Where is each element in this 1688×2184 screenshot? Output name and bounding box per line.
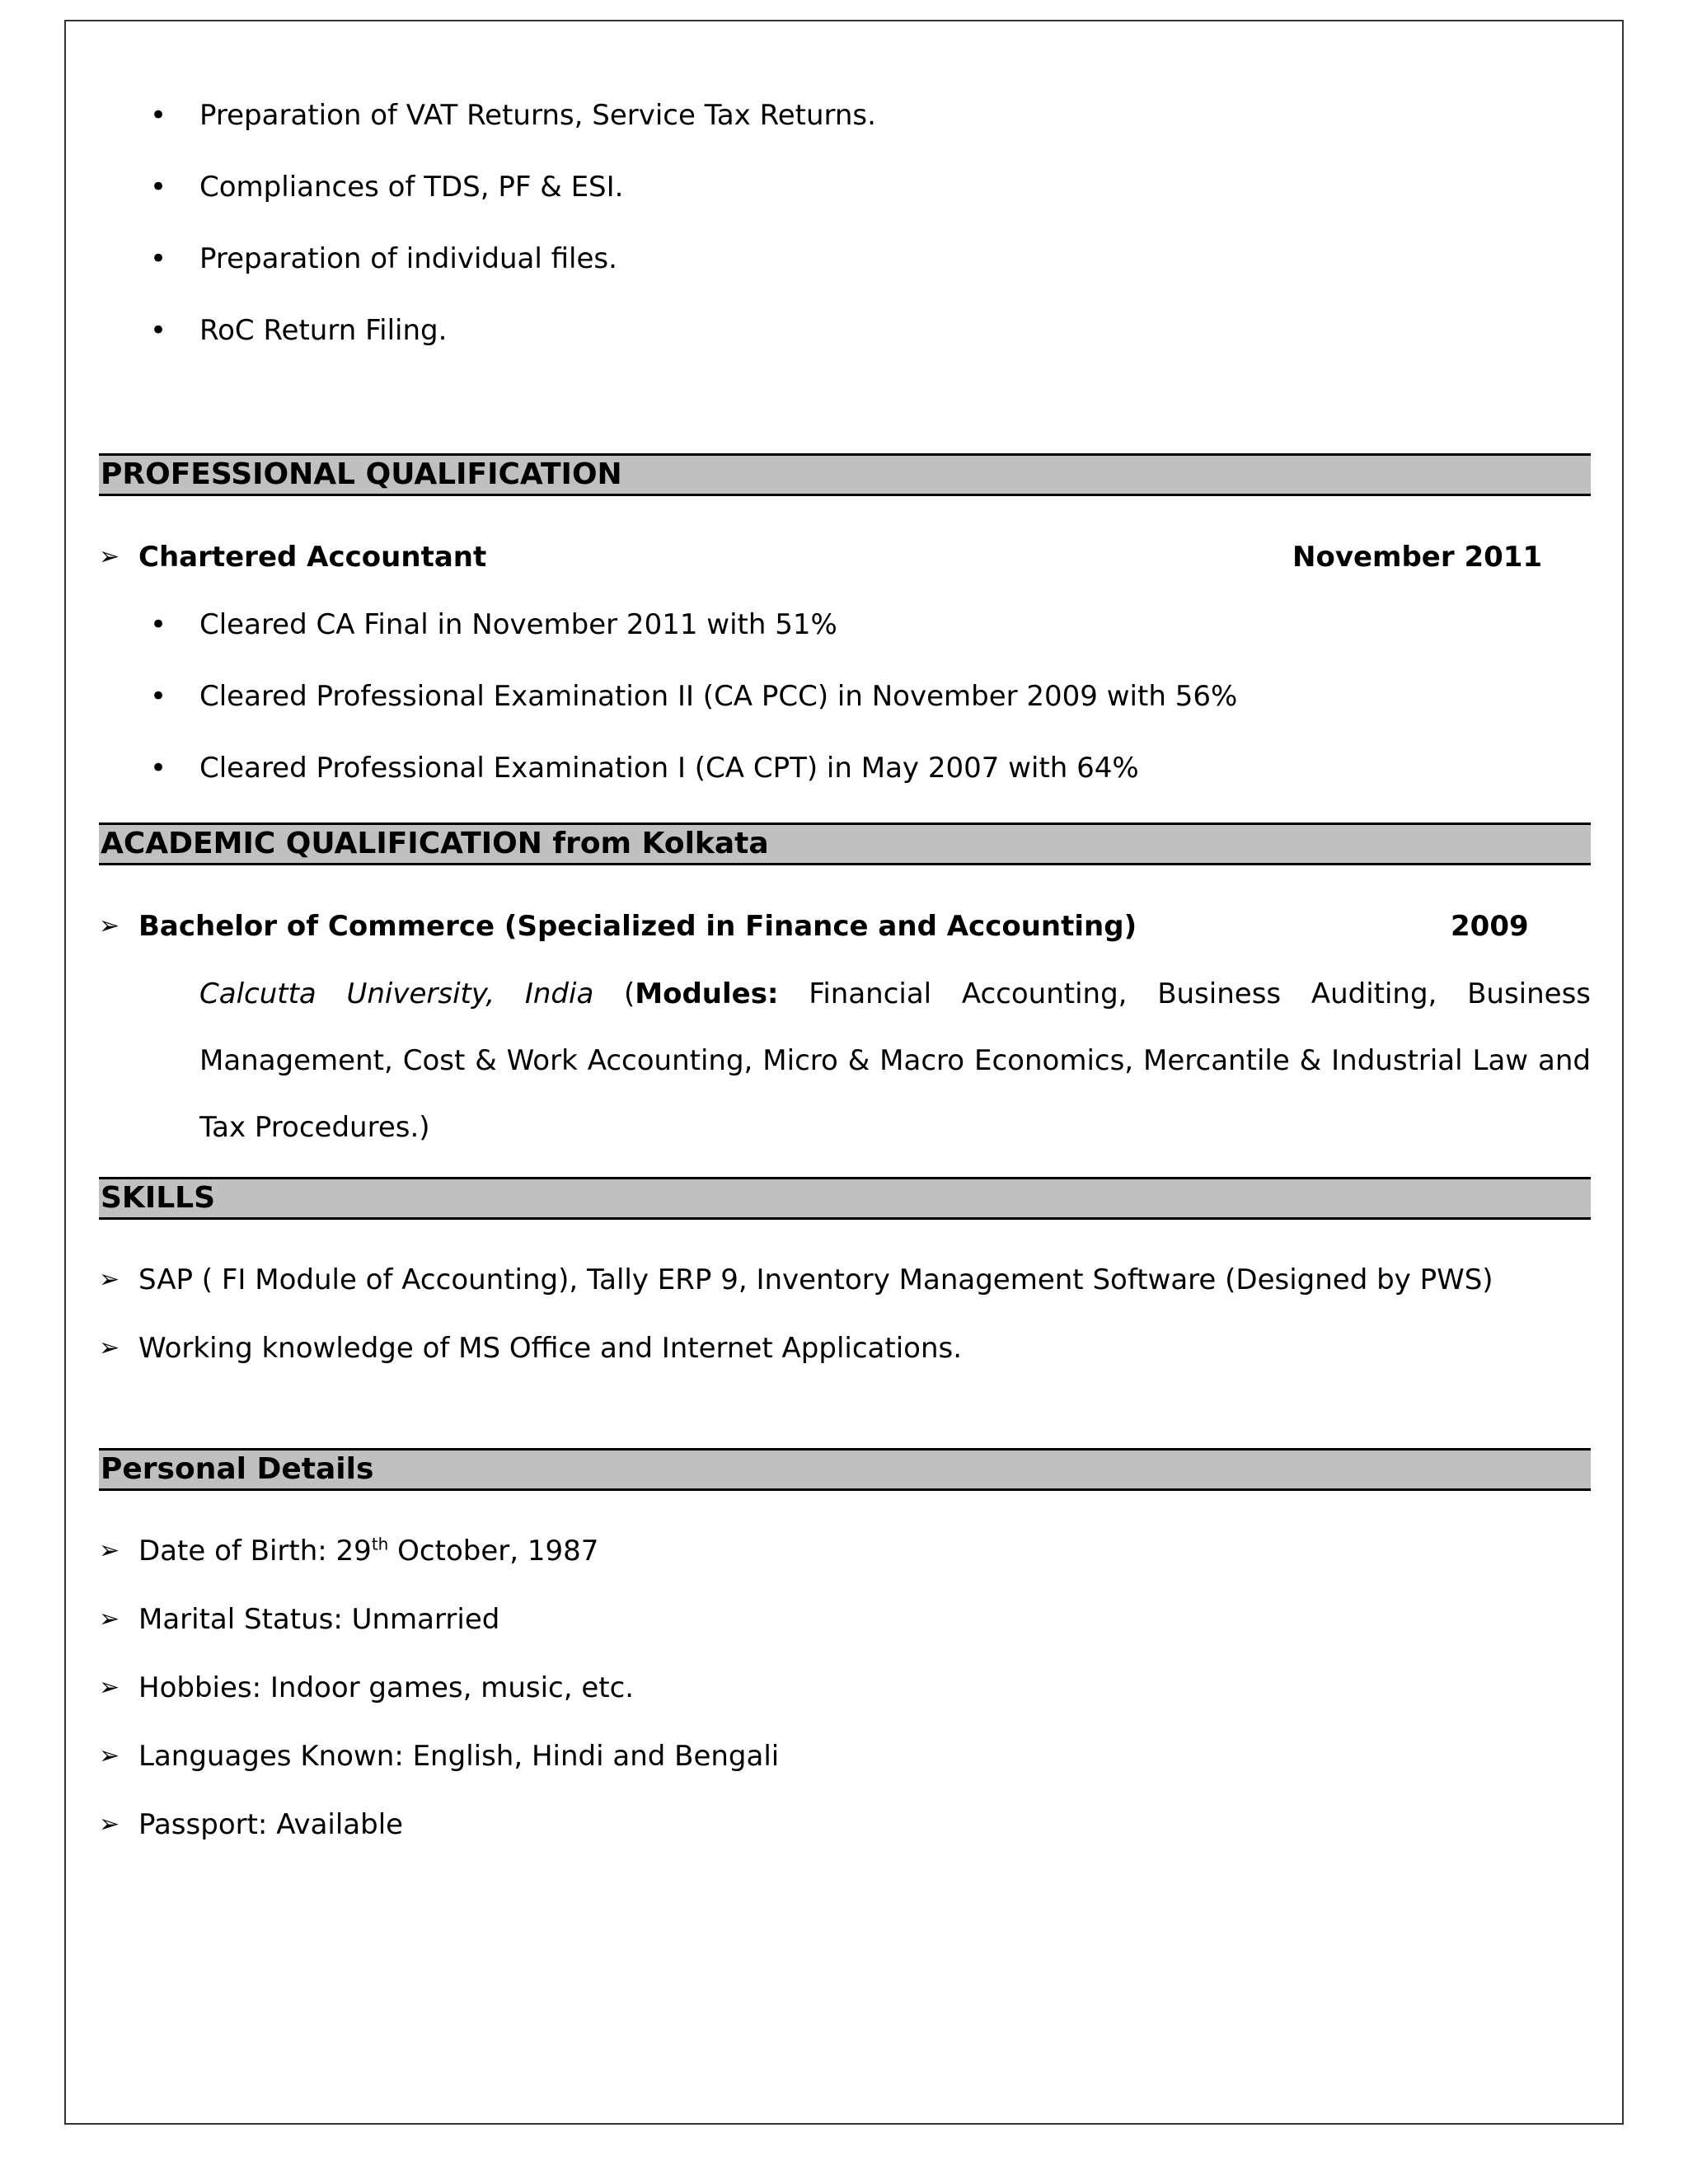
degree-description xyxy=(199,961,1591,1161)
list-item-text: Cleared Professional Examination II (CA PCC) in November 2009 with 56% xyxy=(199,680,1238,713)
list-item-text: Cleared CA Final in November 2011 with 51% xyxy=(199,608,837,641)
list-item-text: Preparation of VAT Returns, Service Tax Returns. xyxy=(199,99,876,132)
dob-sup: th xyxy=(371,1534,389,1554)
bullet-icon: • xyxy=(150,608,167,641)
arrow-bullet-icon: ➢ xyxy=(99,1605,120,1633)
section-header-personal: Personal Details xyxy=(99,1448,1591,1491)
dob-suffix: October, 1987 xyxy=(388,1535,599,1568)
list-item-text: RoC Return Filing. xyxy=(199,314,448,347)
qualification-title: Chartered Accountant xyxy=(138,541,487,574)
list-item-text: Hobbies: Indoor games, music, etc. xyxy=(138,1671,635,1704)
degree-title: Bachelor of Commerce (Specialized in Finance and Accounting) xyxy=(138,910,1137,943)
arrow-bullet-icon: ➢ xyxy=(99,1741,120,1770)
arrow-bullet-icon: ➢ xyxy=(99,1265,120,1294)
arrow-bullet-icon: ➢ xyxy=(99,912,120,940)
section-header-professional: PROFESSIONAL QUALIFICATION xyxy=(99,453,1591,496)
arrow-bullet-icon: ➢ xyxy=(99,1333,120,1362)
dob-prefix: Date of Birth: 29 xyxy=(138,1535,372,1568)
bullet-icon: • xyxy=(150,242,167,275)
arrow-bullet-icon: ➢ xyxy=(99,1673,120,1702)
section-header-academic: ACADEMIC QUALIFICATION from Kolkata xyxy=(99,823,1591,865)
modules-text: Financial Accounting, Business Auditing, Business Management, Cost & Work Accounting, Micro & Macro Economics, Mercantile & Industrial Law and Tax Procedures.) xyxy=(199,977,1591,1144)
list-item-text: Preparation of individual files. xyxy=(199,242,617,275)
bullet-icon: • xyxy=(150,171,167,204)
arrow-bullet-icon: ➢ xyxy=(99,542,120,571)
modules-label: Modules: xyxy=(635,977,779,1010)
bullet-icon: • xyxy=(150,99,167,132)
bullet-icon: • xyxy=(150,752,167,785)
list-item-text: Marital Status: Unmarried xyxy=(138,1603,500,1636)
list-item-text: Compliances of TDS, PF & ESI. xyxy=(199,171,624,204)
qualification-date: November 2011 xyxy=(1292,541,1543,574)
bullet-icon: • xyxy=(150,314,167,347)
list-item-text: Passport: Available xyxy=(138,1808,404,1841)
list-item-text: Cleared Professional Examination I (CA CPT) in May 2007 with 64% xyxy=(199,752,1139,785)
list-item-text: Languages Known: English, Hindi and Bengali xyxy=(138,1740,780,1773)
bullet-icon: • xyxy=(150,680,167,713)
list-item-text: SAP ( FI Module of Accounting), Tally ERP 9, Inventory Management Software (Designed by PWS) xyxy=(138,1263,1493,1296)
date-of-birth xyxy=(138,1535,598,1568)
arrow-bullet-icon: ➢ xyxy=(99,1810,120,1839)
arrow-bullet-icon: ➢ xyxy=(99,1536,120,1565)
list-item-text: Working knowledge of MS Office and Internet Applications. xyxy=(138,1332,963,1365)
section-header-skills: SKILLS xyxy=(99,1177,1591,1220)
degree-year: 2009 xyxy=(1451,910,1529,943)
open-paren: ( xyxy=(593,977,635,1010)
university-name: Calcutta University, India xyxy=(199,977,594,1010)
